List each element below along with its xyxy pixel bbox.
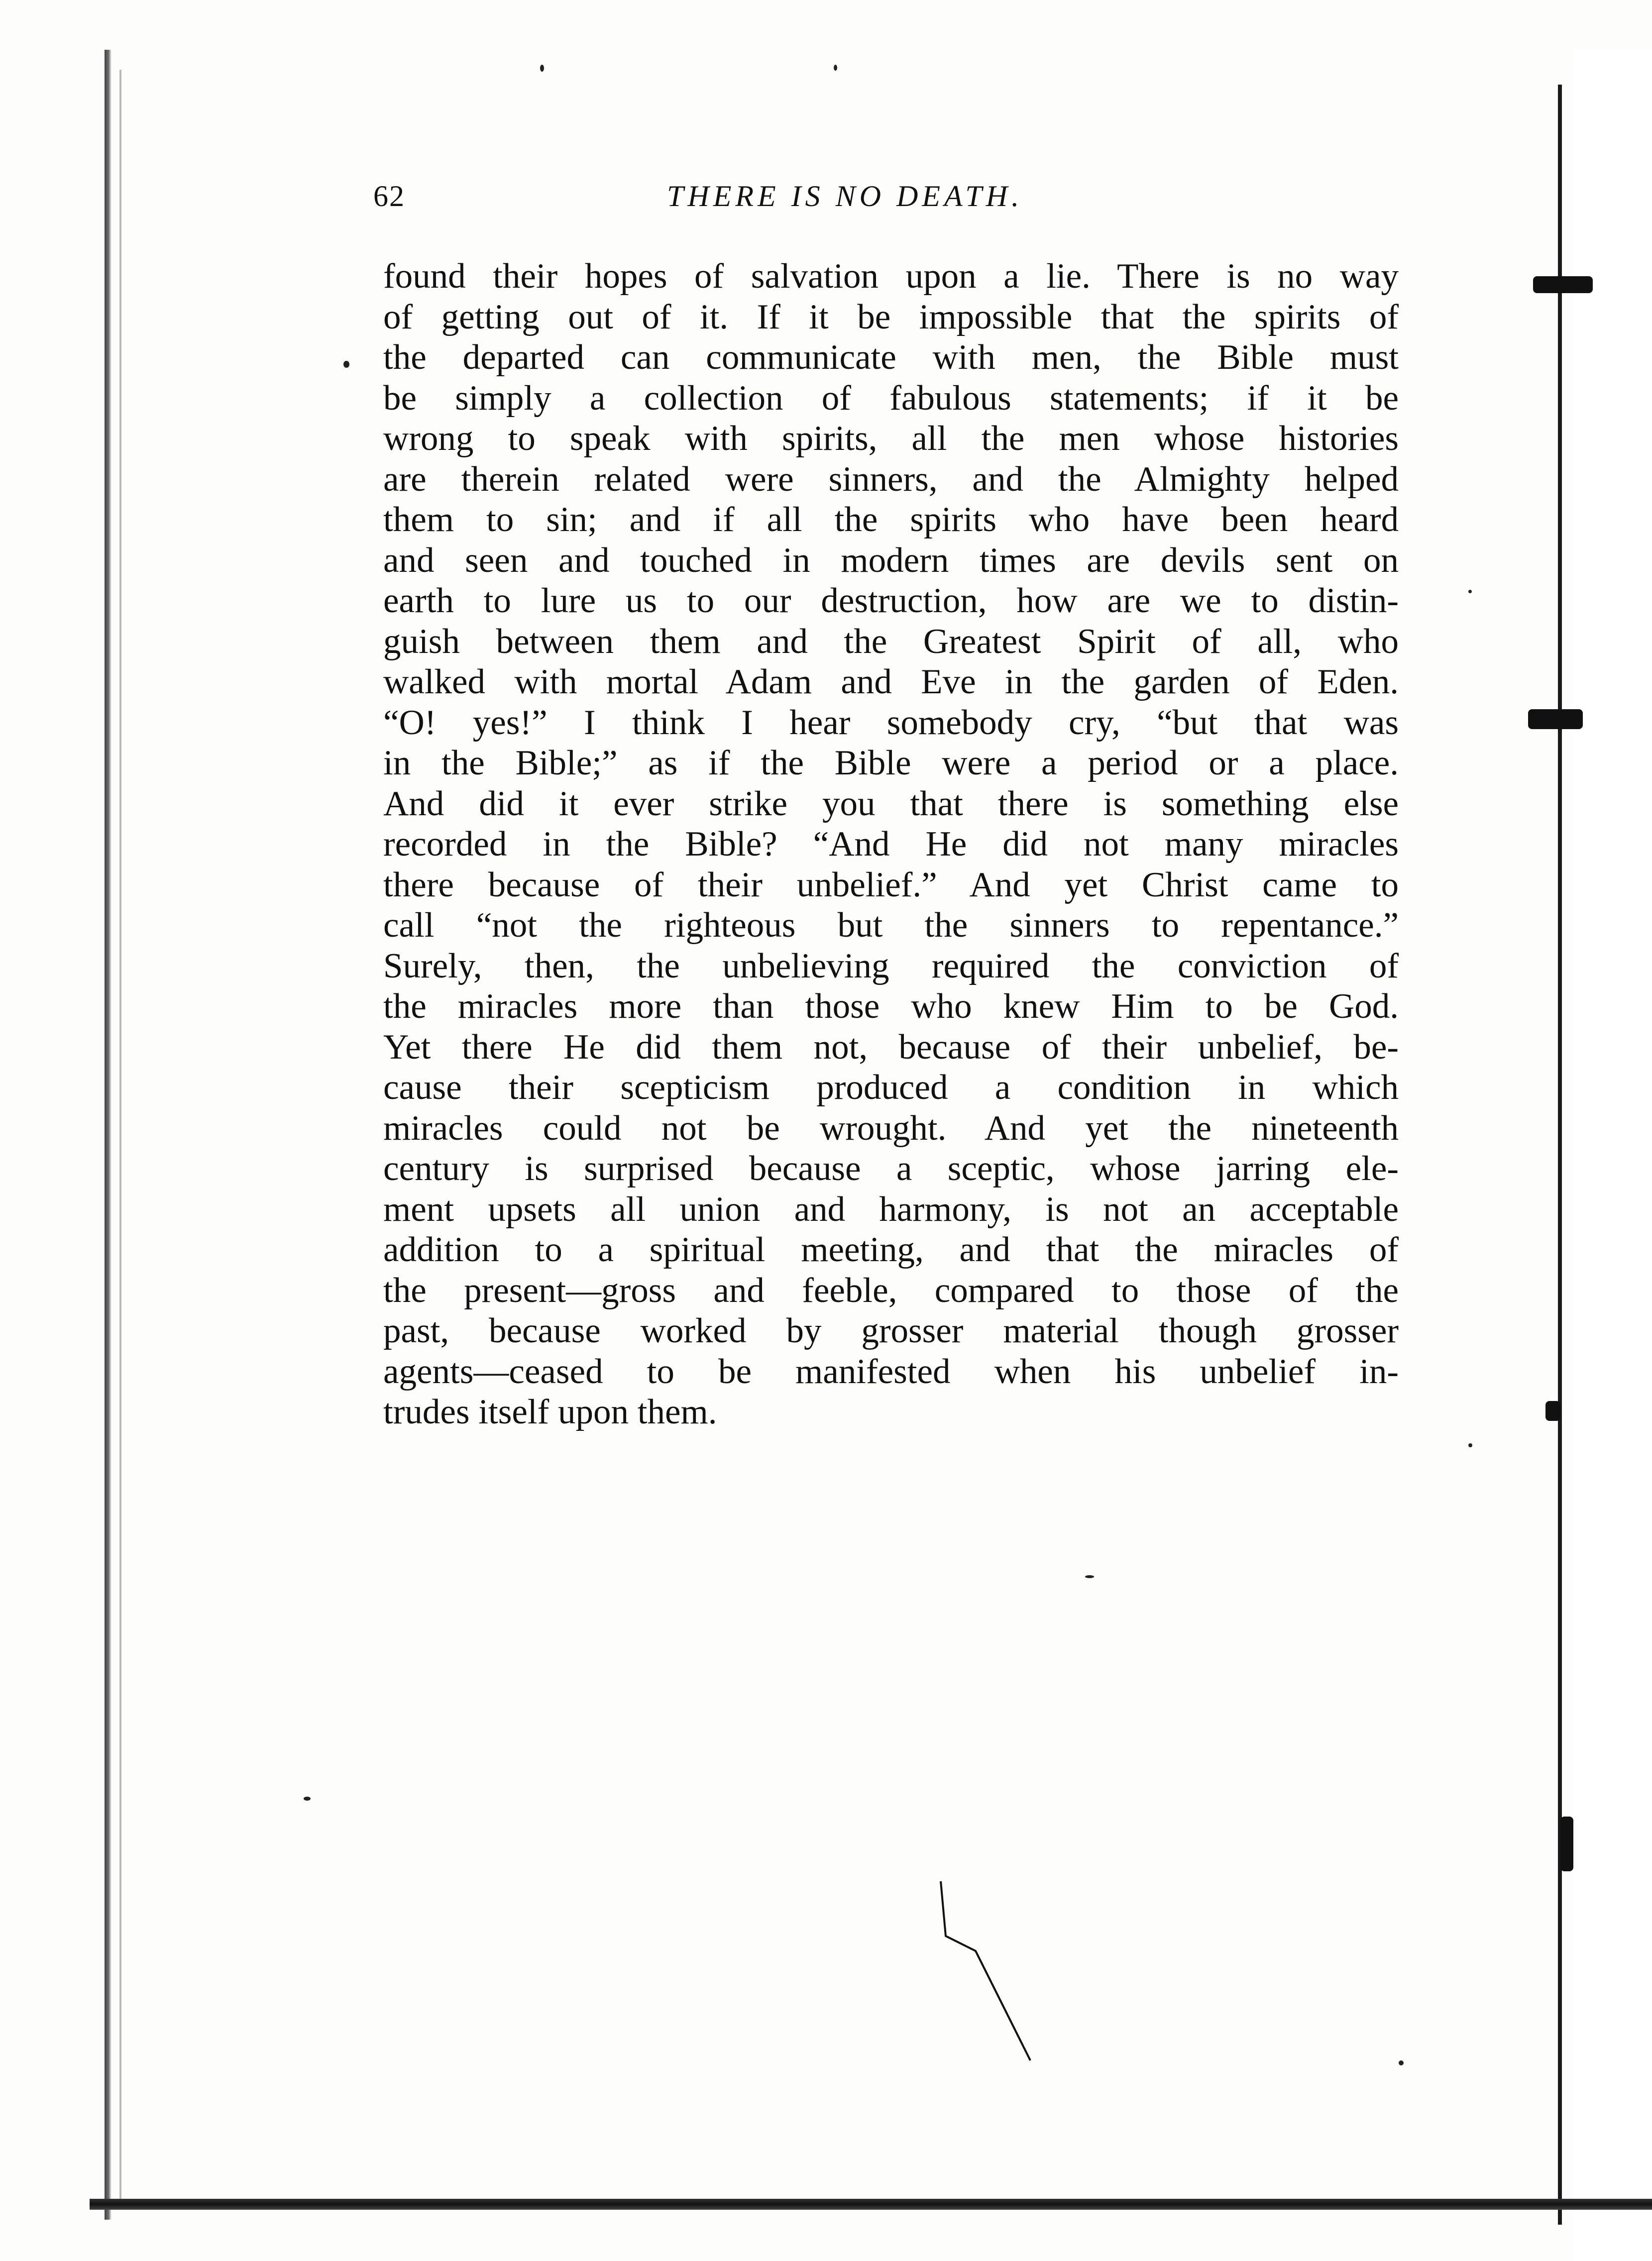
- scan-speck: [1399, 2060, 1404, 2065]
- text-line: earth to lure us to our destruction, how are we to distin-: [383, 581, 1399, 620]
- text-line: found their hopes of salvation upon a lie. There is no way: [383, 257, 1399, 296]
- scan-speck: [540, 65, 544, 72]
- text-line: and seen and touched in modern times are devils sent on: [383, 540, 1399, 580]
- scan-bottom-edge: [90, 2199, 1652, 2210]
- binding-tab-mark: [1545, 1401, 1560, 1421]
- running-head: THERE IS NO DEATH.: [667, 180, 1023, 213]
- text-line: the present—gross and feeble, compared to those of the: [383, 1271, 1399, 1310]
- scan-left-edge: [105, 50, 111, 2220]
- text-line: ment upsets all union and harmony, is not an acceptable: [383, 1189, 1399, 1229]
- text-line: wrong to speak with spirits, all the men whose histories: [383, 419, 1399, 458]
- binding-tab-mark: [1528, 709, 1583, 729]
- text-line: the miracles more than those who knew Him to be God.: [383, 987, 1399, 1026]
- text-line: miracles could not be wrought. And yet the nineteenth: [383, 1108, 1399, 1148]
- text-line: be simply a collection of fabulous statements; if it be: [383, 378, 1399, 418]
- text-line: recorded in the Bible? “And He did not many miracles: [383, 825, 1399, 863]
- page-header: [373, 179, 1399, 224]
- scan-speck: [1468, 590, 1472, 593]
- scan-right-margin: [1573, 50, 1652, 2261]
- text-line: the departed can communicate with men, the Bible must: [383, 338, 1399, 377]
- text-line: them to sin; and if all the spirits who have been heard: [383, 500, 1399, 539]
- text-line: trudes itself upon them.: [383, 1393, 717, 1431]
- text-line: century is surprised because a sceptic, whose jarring ele-: [383, 1149, 1399, 1188]
- text-line: Yet there He did them not, because of their unbelief, be-: [383, 1027, 1399, 1067]
- scan-speck: [343, 361, 349, 368]
- text-line: cause their scepticism produced a condition in which: [383, 1068, 1399, 1107]
- scan-speck: [834, 65, 837, 71]
- text-line: in the Bible;” as if the Bible were a period or a place.: [383, 744, 1399, 782]
- binding-tab-mark: [1560, 1817, 1573, 1871]
- body-text: [383, 256, 1399, 1433]
- text-line: guish between them and the Greatest Spirit of all, who: [383, 622, 1399, 661]
- binding-tab-mark: [1533, 276, 1593, 293]
- text-line: addition to a spiritual meeting, and that the miracles of: [383, 1230, 1399, 1269]
- scan-speck: [304, 1797, 311, 1801]
- pen-stroke-mark: [931, 1861, 1040, 2070]
- scan-right-edge: [1558, 85, 1562, 2225]
- text-line: call “not the righteous but the sinners to repentance.”: [383, 906, 1399, 945]
- text-line: “O! yes!” I think I hear somebody cry, “but that was: [383, 703, 1399, 742]
- text-line: there because of their unbelief.” And yet Christ came to: [383, 865, 1399, 904]
- scan-left-margin-line: [119, 70, 121, 2200]
- text-line: of getting out of it. If it be impossible that the spirits of: [383, 297, 1399, 336]
- text-line: Surely, then, the unbelieving required the conviction of: [383, 946, 1399, 985]
- text-line: walked with mortal Adam and Eve in the garden of Eden.: [383, 662, 1399, 701]
- scan-speck: [1085, 1575, 1094, 1578]
- text-line: are therein related were sinners, and the Almighty helped: [383, 459, 1399, 499]
- scan-speck: [1468, 1443, 1472, 1447]
- page-number: 62: [373, 180, 405, 213]
- text-line: And did it ever strike you that there is something else: [383, 784, 1399, 823]
- text-line: past, because worked by grosser material though grosser: [383, 1311, 1399, 1350]
- text-line: agents—ceased to be manifested when his unbelief in-: [383, 1352, 1399, 1391]
